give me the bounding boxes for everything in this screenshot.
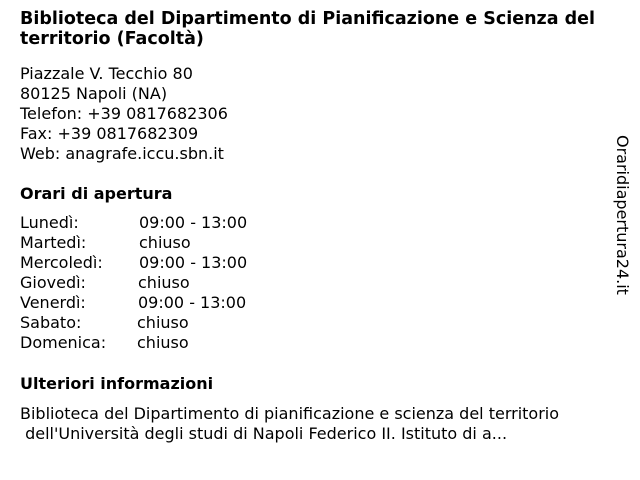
day-label: Sabato: (20, 313, 82, 332)
day-label: Giovedì: (20, 273, 86, 292)
address-block (20, 64, 228, 164)
day-label: Domenica: (20, 333, 107, 352)
day-hours: 09:00 - 13:00 (139, 253, 248, 272)
street-address: Piazzale V. Tecchio 80 (20, 64, 193, 83)
day-hours: chiuso (137, 313, 189, 332)
fax-number: Fax: +39 0817682309 (20, 124, 199, 143)
day-label: Lunedì: (20, 213, 79, 232)
library-description: Biblioteca del Dipartimento di pianificazione e scienza del territorio dell'Università degli studi di Napoli Federico II. Istituto di a... (20, 404, 560, 443)
day-label: Martedì: (20, 233, 87, 252)
day-hours: chiuso (138, 273, 190, 292)
city-address: 80125 Napoli (NA) (20, 84, 168, 103)
site-watermark (610, 135, 634, 310)
day-hours: chiuso (139, 233, 191, 252)
page-title: Biblioteca del Dipartimento di Pianificazione e Scienza del territorio (Facoltà) (20, 9, 596, 49)
phone-number: Telefon: +39 0817682306 (20, 104, 228, 123)
watermark-text: Oraridiapertura24.it (613, 135, 632, 295)
day-label: Venerdì: (20, 293, 86, 312)
website: Web: anagrafe.iccu.sbn.it (20, 144, 224, 163)
day-hours: 09:00 - 13:00 (139, 213, 248, 232)
more-info-heading: Ulteriori informazioni (20, 374, 214, 393)
day-hours: 09:00 - 13:00 (138, 293, 247, 312)
day-label: Mercoledì: (20, 253, 103, 272)
day-hours: chiuso (137, 333, 189, 352)
opening-hours-heading: Orari di apertura (20, 184, 173, 203)
